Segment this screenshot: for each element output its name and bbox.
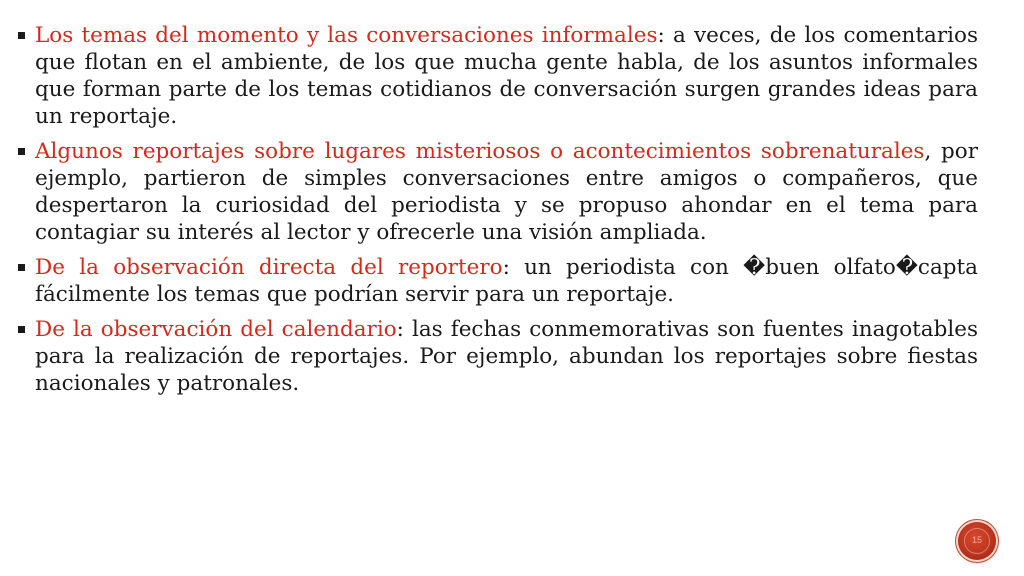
bullet-text-1: : a veces, de los comentarios que flotan en el ambiente, de los que mucha gente habla, de los asuntos informales que forman parte de los temas cotidianos de conversación surgen grandes ideas para un reportaje. <box>35 23 978 129</box>
bullet-lead-1: Los temas del momento y las conversaciones informales <box>35 23 658 48</box>
square-bullet-icon <box>18 32 25 39</box>
bullet-text-4: : las fechas conmemorativas son fuentes inagotables para la realización de reportajes. Por ejemplo, abundan los reportajes sobre fiestas nacionales y patronales. <box>35 317 978 396</box>
bullet-item-1 <box>18 22 978 130</box>
bullet-text-3: : un periodista con �buen olfato�capta fácilmente los temas que podrían servir para un reportaje. <box>35 255 978 307</box>
bullet-text-2: , por ejemplo, partieron de simples conversaciones entre amigos o compañeros, que despertaron la curiosidad del periodista y se propuso ahondar en el tema para contagiar su interés al lector y ofrecerle una visión ampliada. <box>35 139 978 245</box>
square-bullet-icon <box>18 148 25 155</box>
page-number-badge <box>958 522 996 560</box>
page-number: 15 <box>971 535 982 545</box>
bullet-lead-2: Algunos reportajes sobre lugares misteriosos o acontecimientos sobrenaturales <box>35 139 925 164</box>
square-bullet-icon <box>18 326 25 333</box>
bullet-item-3 <box>18 254 978 308</box>
bullet-lead-3: De la observación directa del reportero <box>35 255 503 280</box>
bullet-lead-4: De la observación del calendario <box>35 317 397 342</box>
bullet-list <box>18 22 978 405</box>
bullet-item-4 <box>18 316 978 397</box>
square-bullet-icon <box>18 264 25 271</box>
bullet-item-2 <box>18 138 978 246</box>
